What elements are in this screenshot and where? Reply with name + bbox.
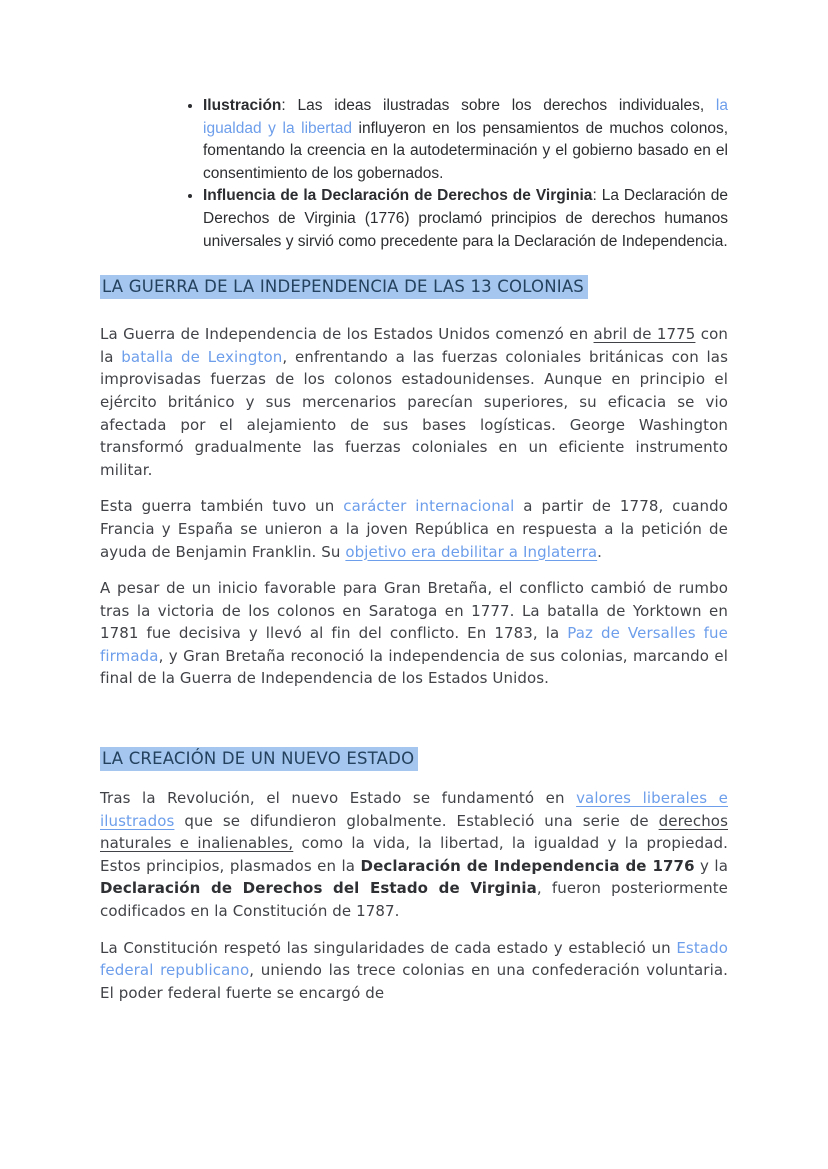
heading-highlight: LA GUERRA DE LA INDEPENDENCIA DE LAS 13 COLONIAS — [100, 275, 588, 299]
text-segment: , uniendo las trece colonias en una confederación voluntaria. El poder federal fuerte se encargó de — [100, 961, 728, 1002]
bold-text: Declaración de Derechos del Estado de Virginia — [100, 879, 537, 898]
bold-text: Ilustración — [203, 97, 282, 114]
text-segment: que se difundieron globalmente. Estableció una serie de — [174, 811, 659, 830]
text-segment: , y Gran Bretaña reconoció la independencia de sus colonias, marcando el final de la Guerra de Independencia de los Estados Unidos. — [100, 646, 728, 688]
accent-text: Estado federal republicano — [100, 938, 728, 980]
text-segment: a partir de 1778, cuando Francia y España se unieron a la joven República en respuesta a la petición de ayuda de Benjamin Franklin. Su — [100, 497, 728, 561]
bold-text: Influencia de la Declaración de Derechos de Virginia — [203, 187, 593, 205]
paragraph-guerra-3 — [100, 577, 728, 690]
heading-creacion-estado — [100, 747, 728, 771]
text-segment: : Las ideas ilustradas sobre los derechos individuales, — [281, 97, 716, 114]
text-segment: como la vida, la libertad, la igualdad y la propiedad. Estos principios, plasmados en la — [100, 834, 728, 875]
accent-text: carácter internacional — [343, 497, 515, 516]
bullet-list — [100, 95, 728, 253]
text-segment: influyeron en los pensamientos de muchos colonos, fomentando la creencia en la autodeterminación y el gobierno basado en el consentimiento de los gobernados. — [203, 119, 728, 182]
text-segment: y la — [694, 856, 728, 875]
text-segment: , enfrentando a las fuerzas coloniales británicas con las improvisadas fuerzas de los colonos estadounidenses. Aunque en principio el ejército británico y sus mercenarios parecían superiores, su eficacia se vio afectada por el alejamiento de sus bases logísticas. George Washington transformó gradualmente las fuerzas coloniales en un eficiente instrumento militar. — [100, 347, 729, 479]
accent-text: Paz de Versalles fue firmada — [100, 624, 728, 665]
text-segment: con la — [100, 325, 728, 366]
text-segment: La Constitución respetó las singularidades de cada estado y estableció un — [100, 938, 677, 957]
accent-text: la igualdad y la libertad — [203, 97, 728, 137]
underlined-text: abril de 1775 — [593, 325, 696, 344]
text-segment: : La Declaración de Derechos de Virginia (1776) proclamó principios de derechos humanos universales y sirvió como precedente para la Declaración de Independencia. — [203, 187, 728, 250]
text-segment: , fueron posteriormente codificados en la Constitución de 1787. — [100, 879, 729, 921]
paragraph-estado-1 — [100, 787, 728, 923]
accent-text: batalla de Lexington — [121, 347, 283, 366]
paragraph-guerra-1 — [100, 323, 728, 481]
list-item — [203, 185, 728, 253]
text-segment: Esta guerra también tuvo un — [100, 497, 344, 516]
inline-link[interactable]: objetivo era debilitar a Inglaterra — [345, 542, 598, 561]
bold-text: Declaración de Independencia de 1776 — [360, 856, 695, 875]
heading-highlight: LA CREACIÓN DE UN NUEVO ESTADO — [100, 747, 418, 771]
text-segment: A pesar de un inicio favorable para Gran Bretaña, el conflicto cambió de rumbo tras la victoria de los colonos en Saratoga en 1777. La batalla de Yorktown en 1781 fue decisiva y llevó al fin del conflicto. En 1783, la — [100, 579, 728, 643]
paragraph-guerra-2 — [100, 495, 728, 563]
inline-link[interactable]: valores liberales e ilustrados — [100, 789, 728, 830]
heading-guerra-independencia — [100, 275, 728, 299]
paragraph-estado-2 — [100, 937, 728, 1005]
text-segment: La Guerra de Independencia de los Estados Unidos comenzó en — [100, 325, 594, 344]
text-segment: . — [597, 542, 603, 561]
list-item — [203, 95, 728, 185]
text-segment: Tras la Revolución, el nuevo Estado se fundamentó en — [100, 789, 577, 808]
underlined-text: derechos naturales e inalienables, — [100, 811, 728, 853]
